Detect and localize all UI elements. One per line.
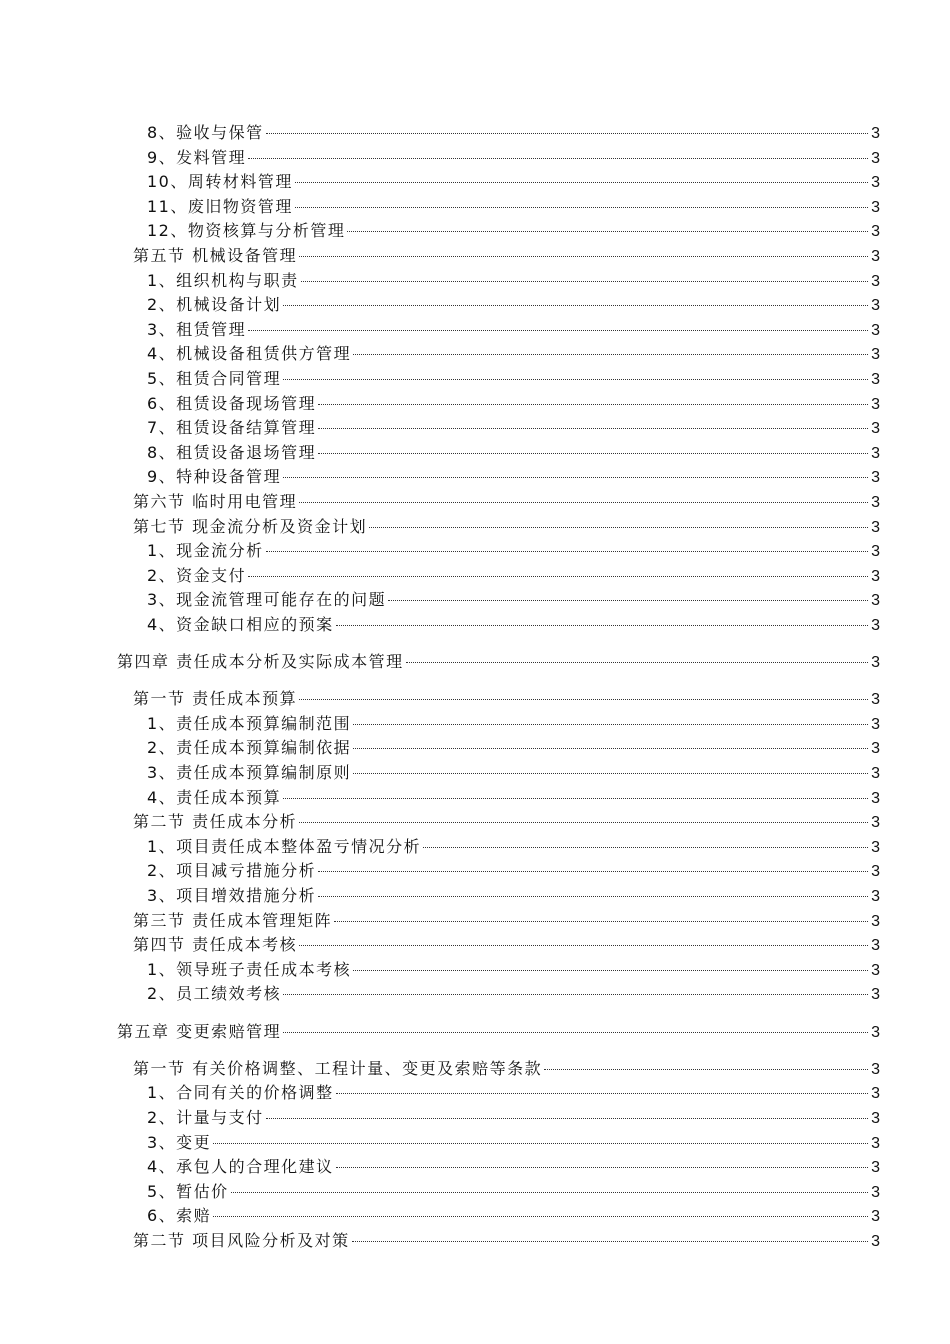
toc-entry-title: 3、责任成本预算编制原则 — [147, 763, 352, 783]
toc-chapter-entry[interactable] — [0, 1020, 880, 1045]
toc-item-entry[interactable] — [0, 786, 880, 811]
table-of-contents — [0, 121, 950, 1254]
toc-entry-page-number: 3 — [871, 715, 880, 733]
toc-entry-page-number: 3 — [871, 125, 880, 142]
toc-entry-page-number: 3 — [871, 223, 880, 241]
toc-entry-page-number: 3 — [871, 740, 880, 758]
dot-leader — [318, 453, 868, 454]
dot-leader — [388, 600, 868, 601]
toc-entry-page-number: 3 — [871, 1060, 880, 1078]
dot-leader — [353, 748, 868, 749]
dot-leader — [248, 158, 868, 159]
toc-entry-title: 8、验收与保管 — [147, 123, 264, 142]
toc-entry-title: 4、责任成本预算 — [147, 787, 282, 807]
toc-entry-title: 4、资金缺口相应的预案 — [147, 614, 334, 634]
toc-entry-page-number: 3 — [871, 1023, 880, 1041]
dot-leader — [353, 970, 868, 971]
toc-entry-title: 11、废旧物资管理 — [147, 196, 293, 216]
toc-entry-page-number: 3 — [871, 395, 880, 413]
dot-leader — [283, 994, 868, 995]
toc-entry-page-number: 3 — [871, 1232, 880, 1250]
toc-entry-title: 第一节 责任成本预算 — [133, 689, 298, 709]
toc-entry-page-number: 3 — [871, 1134, 880, 1152]
toc-entry-page-number: 3 — [871, 888, 880, 905]
dot-leader — [299, 256, 868, 257]
toc-entry-page-number: 3 — [871, 1208, 880, 1226]
toc-entry-page-number: 3 — [871, 1159, 880, 1177]
toc-entry-page-number: 3 — [871, 543, 880, 561]
dot-leader — [336, 625, 868, 626]
toc-entry-page-number: 3 — [871, 321, 880, 339]
toc-entry-page-number: 3 — [871, 444, 880, 462]
toc-entry-page-number: 3 — [871, 1109, 880, 1127]
toc-item-entry[interactable] — [0, 367, 880, 392]
toc-entry-page-number: 3 — [871, 616, 880, 634]
toc-entry-page-number: 3 — [871, 789, 880, 807]
toc-entry-title: 第五节 机械设备管理 — [133, 245, 298, 265]
toc-entry-page-number: 3 — [871, 247, 880, 265]
dot-leader — [266, 1118, 868, 1119]
dot-leader — [283, 379, 868, 380]
dot-leader — [283, 477, 868, 478]
toc-entry-page-number: 3 — [871, 986, 880, 1004]
toc-entry-page-number: 3 — [871, 346, 880, 364]
toc-entry-title: 12、物资核算与分析管理 — [147, 221, 346, 241]
toc-entry-title: 1、合同有关的价格调整 — [147, 1083, 334, 1103]
toc-entry-title: 3、变更 — [147, 1132, 212, 1152]
toc-entry-title: 2、项目减亏措施分析 — [147, 861, 317, 881]
dot-leader — [299, 822, 868, 823]
dot-leader — [334, 921, 868, 922]
dot-leader — [318, 871, 868, 872]
toc-entry-title: 第六节 临时用电管理 — [133, 491, 298, 511]
toc-entry-page-number: 3 — [871, 961, 880, 979]
dot-leader — [353, 773, 868, 774]
toc-item-entry[interactable] — [0, 293, 880, 318]
toc-section-entry[interactable] — [0, 810, 880, 835]
dot-leader — [406, 662, 868, 663]
toc-item-entry[interactable] — [0, 712, 880, 737]
toc-section-entry[interactable] — [0, 490, 880, 515]
toc-entry-title: 第一节 有关价格调整、工程计量、变更及索赔等条款 — [133, 1058, 543, 1078]
toc-entry-page-number: 3 — [871, 937, 880, 955]
toc-item-entry[interactable] — [0, 1131, 880, 1156]
toc-item-entry[interactable] — [0, 121, 880, 146]
toc-item-entry[interactable] — [0, 859, 880, 884]
toc-entry-page-number: 3 — [871, 838, 880, 856]
toc-item-entry[interactable] — [0, 539, 880, 564]
toc-entry-title: 第二节 项目风险分析及对策 — [133, 1230, 350, 1250]
dot-leader — [283, 798, 868, 799]
dot-leader — [318, 896, 868, 897]
toc-item-entry[interactable] — [0, 416, 880, 441]
toc-chapter-entry[interactable] — [0, 650, 880, 675]
toc-entry-title: 8、租赁设备退场管理 — [147, 442, 317, 462]
toc-entry-title: 2、员工绩效考核 — [147, 984, 282, 1004]
toc-item-entry[interactable] — [0, 392, 880, 417]
toc-item-entry[interactable] — [0, 146, 880, 171]
toc-entry-title: 第三节 责任成本管理矩阵 — [133, 910, 333, 930]
toc-entry-page-number: 3 — [871, 469, 880, 487]
toc-entry-page-number: 3 — [871, 691, 880, 709]
toc-entry-title: 第五章 变更索赔管理 — [117, 1021, 282, 1041]
toc-section-entry[interactable] — [0, 687, 880, 712]
toc-entry-title: 5、暂估价 — [147, 1181, 229, 1201]
toc-entry-page-number: 3 — [871, 863, 880, 881]
toc-section-entry[interactable] — [0, 909, 880, 934]
toc-entry-title: 2、机械设备计划 — [147, 295, 282, 315]
toc-entry-title: 9、特种设备管理 — [147, 467, 282, 487]
toc-item-entry[interactable] — [0, 441, 880, 466]
toc-item-entry[interactable] — [0, 588, 880, 613]
toc-entry-title: 1、领导班子责任成本考核 — [147, 959, 352, 979]
toc-entry-page-number: 3 — [871, 272, 880, 290]
toc-entry-title: 4、承包人的合理化建议 — [147, 1157, 334, 1177]
toc-entry-title: 2、资金支付 — [147, 565, 247, 585]
dot-leader — [266, 133, 868, 134]
toc-entry-title: 第四节 责任成本考核 — [133, 935, 298, 955]
dot-leader — [318, 428, 868, 429]
toc-entry-page-number: 3 — [871, 814, 880, 832]
toc-entry-title: 1、责任成本预算编制范围 — [147, 713, 352, 733]
toc-item-entry[interactable] — [0, 170, 880, 195]
toc-item-entry[interactable] — [0, 1081, 880, 1106]
toc-entry-title: 3、项目增效措施分析 — [147, 886, 317, 905]
dot-leader — [369, 527, 868, 528]
toc-item-entry[interactable] — [0, 564, 880, 589]
dot-leader — [353, 354, 868, 355]
toc-entry-page-number: 3 — [871, 567, 880, 585]
toc-entry-title: 10、周转材料管理 — [147, 172, 293, 192]
toc-item-entry[interactable] — [0, 835, 880, 860]
toc-entry-page-number: 3 — [871, 518, 880, 536]
dot-leader — [544, 1069, 868, 1070]
toc-item-entry[interactable] — [0, 884, 880, 909]
toc-entry-page-number: 3 — [871, 174, 880, 192]
toc-item-entry[interactable] — [0, 195, 880, 220]
dot-leader — [336, 1093, 868, 1094]
dot-leader — [301, 281, 868, 282]
toc-item-entry[interactable] — [0, 982, 880, 1007]
toc-entry-page-number: 3 — [871, 592, 880, 610]
toc-entry-page-number: 3 — [871, 765, 880, 783]
toc-item-entry[interactable] — [0, 761, 880, 786]
dot-leader — [266, 551, 868, 552]
toc-entry-title: 7、租赁设备结算管理 — [147, 418, 317, 438]
toc-entry-page-number: 3 — [871, 198, 880, 216]
dot-leader — [213, 1143, 868, 1144]
dot-leader — [336, 1167, 868, 1168]
dot-leader — [347, 231, 868, 232]
toc-entry-page-number: 3 — [871, 654, 880, 672]
toc-entry-page-number: 3 — [871, 149, 880, 167]
toc-section-entry[interactable] — [0, 515, 880, 540]
dot-leader — [299, 945, 868, 946]
toc-entry-title: 1、现金流分析 — [147, 541, 264, 561]
dot-leader — [423, 847, 868, 848]
toc-entry-title: 第二节 责任成本分析 — [133, 812, 298, 832]
toc-entry-page-number: 3 — [871, 297, 880, 315]
dot-leader — [231, 1192, 868, 1193]
toc-entry-title: 第七节 现金流分析及资金计划 — [133, 516, 368, 536]
toc-item-entry[interactable] — [0, 1106, 880, 1131]
toc-entry-title: 第四章 责任成本分析及实际成本管理 — [117, 652, 404, 672]
toc-entry-title: 1、项目责任成本整体盈亏情况分析 — [147, 836, 422, 856]
toc-section-entry[interactable] — [0, 1057, 880, 1082]
toc-item-entry[interactable] — [0, 736, 880, 761]
toc-entry-title: 3、租赁管理 — [147, 319, 247, 339]
toc-entry-title: 3、现金流管理可能存在的问题 — [147, 590, 387, 610]
toc-entry-title: 1、组织机构与职责 — [147, 270, 299, 290]
toc-entry-title: 4、机械设备租赁供方管理 — [147, 344, 352, 364]
toc-item-entry[interactable] — [0, 958, 880, 983]
toc-entry-title: 2、计量与支付 — [147, 1107, 264, 1127]
dot-leader — [352, 1241, 868, 1242]
dot-leader — [283, 1032, 868, 1033]
dot-leader — [318, 404, 868, 405]
toc-item-entry[interactable] — [0, 613, 880, 638]
toc-item-entry[interactable] — [0, 342, 880, 367]
dot-leader — [248, 576, 868, 577]
toc-section-entry[interactable] — [0, 1229, 880, 1254]
toc-entry-title: 2、责任成本预算编制依据 — [147, 738, 352, 758]
toc-section-entry[interactable] — [0, 933, 880, 958]
toc-item-entry[interactable] — [0, 269, 880, 294]
toc-entry-page-number: 3 — [871, 912, 880, 930]
toc-item-entry[interactable] — [0, 318, 880, 343]
dot-leader — [213, 1216, 868, 1217]
toc-entry-page-number: 3 — [871, 1085, 880, 1103]
toc-entry-title: 6、租赁设备现场管理 — [147, 393, 317, 413]
toc-item-entry[interactable] — [0, 1180, 880, 1205]
dot-leader — [283, 305, 868, 306]
dot-leader — [353, 724, 868, 725]
toc-entry-page-number: 3 — [871, 420, 880, 438]
toc-entry-title: 9、发料管理 — [147, 147, 247, 167]
dot-leader — [299, 502, 868, 503]
dot-leader — [299, 699, 868, 700]
toc-item-entry[interactable] — [0, 219, 880, 244]
dot-leader — [248, 330, 868, 331]
toc-entry-page-number: 3 — [871, 370, 880, 388]
toc-entry-page-number: 3 — [871, 493, 880, 511]
toc-item-entry[interactable] — [0, 1204, 880, 1229]
dot-leader — [295, 182, 868, 183]
toc-entry-title: 5、租赁合同管理 — [147, 368, 282, 388]
toc-item-entry[interactable] — [0, 1155, 880, 1180]
dot-leader — [295, 207, 868, 208]
toc-entry-title: 6、索赔 — [147, 1206, 212, 1226]
toc-section-entry[interactable] — [0, 244, 880, 269]
toc-item-entry[interactable] — [0, 465, 880, 490]
toc-entry-page-number: 3 — [871, 1183, 880, 1201]
